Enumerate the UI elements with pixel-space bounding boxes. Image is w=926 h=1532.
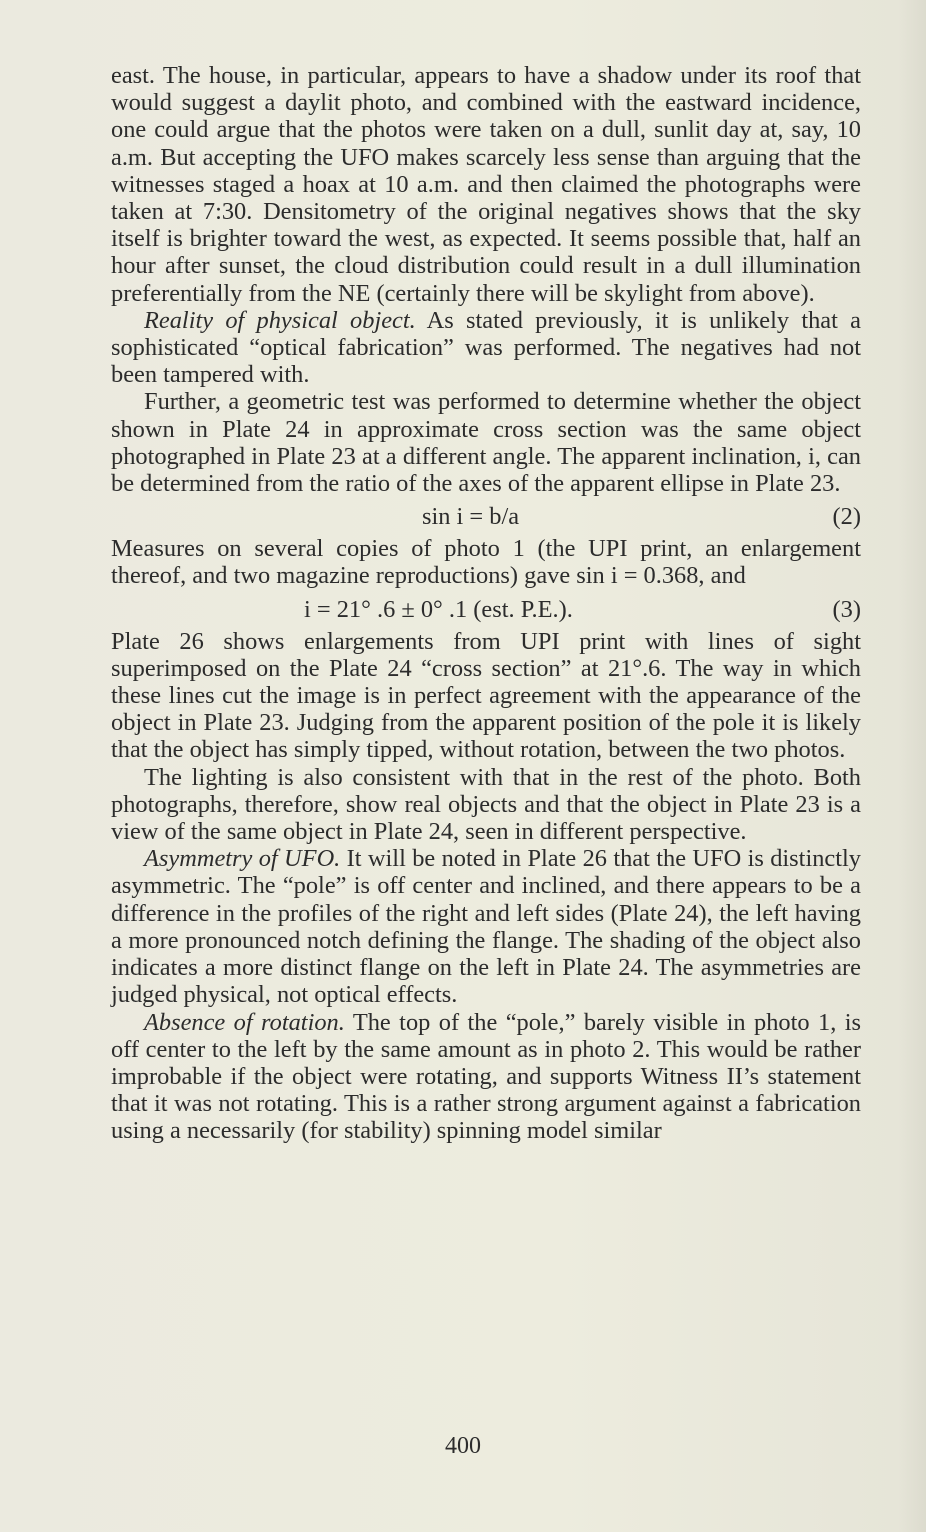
equation-2-expression: sin i = b/a (422, 503, 520, 531)
paragraph-measures: Measures on several copies of photo 1 (the UPI print, an enlargement thereof, and two magazine reproductions) gave sin i = 0.368, and (111, 535, 861, 590)
page-number: 400 (445, 1433, 481, 1459)
run-in-heading-asymmetry: Asymmetry of UFO. (144, 845, 341, 873)
paragraph-absence-of-rotation (111, 1009, 861, 1145)
paragraph-lighting: The lighting is also consistent with that in the rest of the photo. Both photographs, therefore, show real objects and that the object in Plate 23 is a view of the same object in Plate 24, seen in different perspective. (111, 763, 861, 846)
run-in-heading-rotation: Absence of rotation. (144, 1008, 345, 1036)
paragraph-text: As stated previously, it is unlikely that a sophisticated “optical fabrication” was performed. The negatives had not been tampered with. (111, 306, 861, 389)
paragraph-geometric-test: Further, a geometric test was performed to determine whether the object shown in Plate 24 in approximate cross section was the same object photographed in Plate 23 at a different angle. The apparent inclination, i, can be determined from the ratio of the axes of the apparent ellipse in Plate 23. (111, 388, 861, 498)
paragraph-reality-of-object (111, 307, 861, 389)
equation-2-number: (2) (832, 503, 861, 531)
paragraph-text: It will be noted in Plate 26 that the UFO is distinctly asymmetric. The “pole” is off center and inclined, and there appears to be a difference in the profiles of the right and left sides (Plate 24), the left having a more pronounced notch defining the flange. The shading of the object also indicates a more distinct flange on the left in Plate 24. The asymmetries are judged physical, not optical effects. (111, 845, 861, 1009)
paragraph-text: The top of the “pole,” barely visible in photo 1, is off center to the left by the same amount as in photo 2. This would be rather improbable if the object were rotating, and supports Witness II’s statement that it was not rotating. This is a rather strong argument against a fabrication using a necessarily (for stability) spinning model similar (111, 1008, 861, 1145)
run-in-heading-reality: Reality of physical object. (144, 306, 416, 334)
equation-2 (111, 499, 861, 535)
paragraph-asymmetry (111, 845, 861, 1008)
equation-3-expression: i = 21° .6 ± 0° .1 (est. P.E.). (304, 595, 573, 623)
equation-3 (111, 592, 861, 628)
paragraph-shadow-analysis: east. The house, in particular, appears to have a shadow under its roof that would suggest a daylit photo, and combined with the eastward incidence, one could argue that the photos were taken on a dull, sunlit day at, say, 10 a.m. But accepting the UFO makes scarcely less sense than arguing that the witnesses staged a hoax at 10 a.m. and then claimed the photographs were taken at 7:30. Densitometry of the original negatives shows that the sky itself is brighter toward the west, as expected. It seems possible that, half an hour after sunset, the cloud distribution could result in a dull illumination preferentially from the NE (certainly there will be skylight from above). (111, 62, 861, 307)
equation-3-number: (3) (832, 595, 861, 623)
text-column (111, 62, 861, 1145)
paragraph-plate-26: Plate 26 shows enlargements from UPI print with lines of sight superimposed on the Plate 24 “cross section” at 21°.6. The way in which these lines cut the image is in perfect agreement with the appearance of the object in Plate 23. Judging from the apparent position of the pole it is likely that the object has simply tipped, without rotation, between the two photos. (111, 627, 861, 764)
